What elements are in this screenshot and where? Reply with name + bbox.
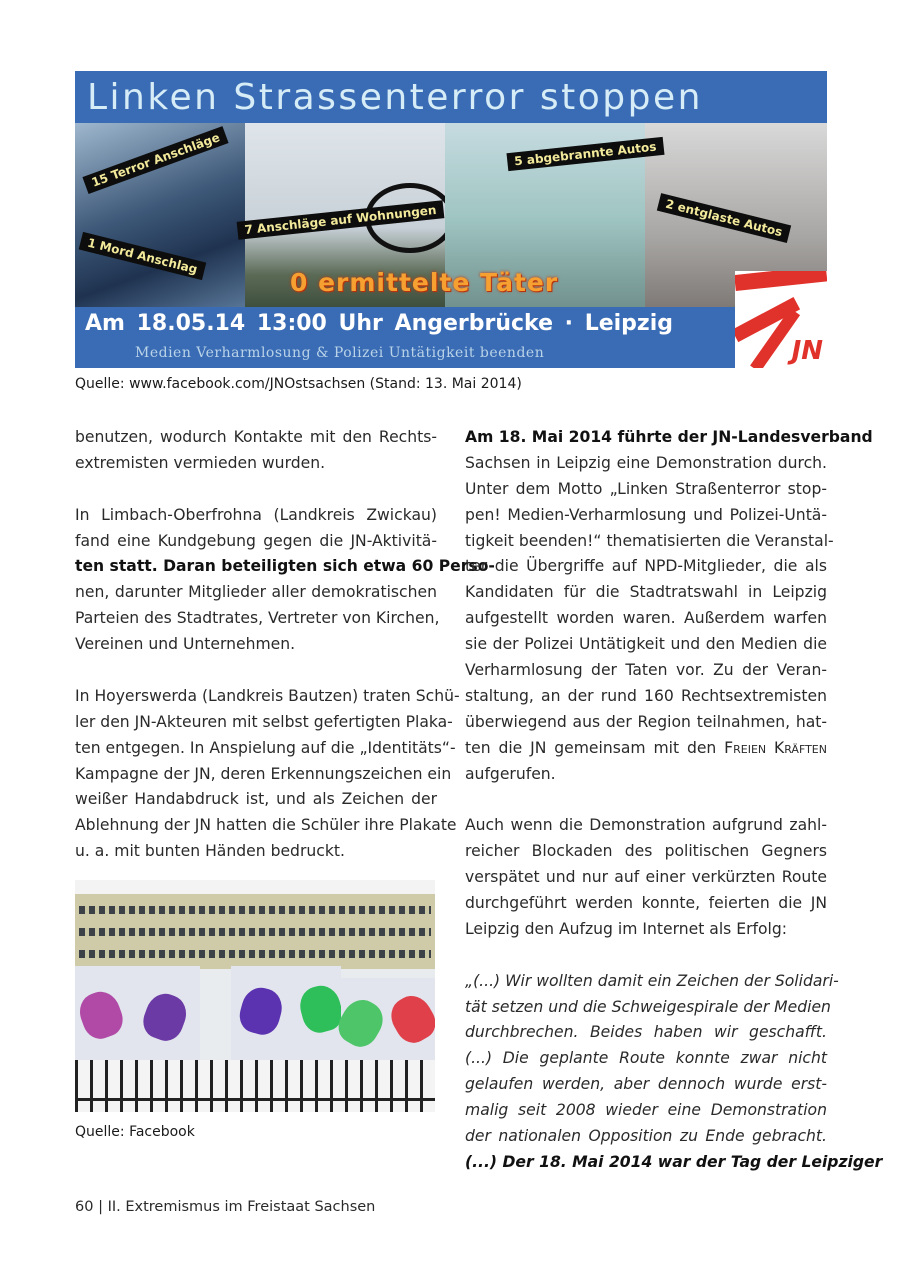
text-line: Auch wenn die Demonstration aufgrund zahl- xyxy=(465,816,827,835)
photo-caption: Quelle: Facebook xyxy=(75,1124,195,1140)
poster-label: 1 Mord Anschlag xyxy=(79,232,206,280)
purple-hand-icon xyxy=(75,987,128,1044)
text-line: In Limbach-Oberfrohna (Landkreis Zwickau) xyxy=(75,505,437,524)
quote-line: malig seit 2008 wieder eine Demonstration xyxy=(465,1101,827,1120)
poster-caption: Quelle: www.facebook.com/JNOstsachsen (Stand: 13. Mai 2014) xyxy=(75,376,522,392)
text-line: u. a. mit bunten Händen bedruckt. xyxy=(75,842,345,861)
text-line: pen! Medien-Verharmlosung und Polizei-Untä- xyxy=(465,505,827,524)
poster-label: 15 Terror Anschläge xyxy=(82,126,229,194)
organization-name: Freien Kräften xyxy=(724,738,827,757)
window-row xyxy=(79,950,431,958)
section-title: II. Extremismus im Freistaat Sachsen xyxy=(107,1199,376,1215)
poster-date-line: Am 18.05.14 13:00 Uhr Angerbrücke · Leipzig xyxy=(85,311,674,336)
quote-block xyxy=(465,969,883,1176)
text-line: ter die Übergriffe auf NPD-Mitglieder, die als xyxy=(465,557,827,576)
paragraph xyxy=(75,425,437,477)
quote-line: (...) Die geplante Route konnte zwar nicht xyxy=(465,1049,827,1068)
fence-bars xyxy=(75,1060,435,1112)
red-hand-icon xyxy=(384,989,435,1049)
text-line: benutzen, wodurch Kontakte mit den Rechts- xyxy=(75,428,437,446)
school-building xyxy=(75,894,435,969)
fence xyxy=(75,1060,435,1112)
text-line: Am 18. Mai 2014 führte der JN-Landesverband xyxy=(465,428,873,446)
poster-label: 7 Anschläge auf Wohnungen xyxy=(237,200,445,240)
quote-line: der nationalen Opposition zu Ende gebracht. xyxy=(465,1127,827,1146)
page-footer xyxy=(75,1199,375,1215)
left-column xyxy=(75,425,495,865)
text-line: tigkeit beenden!“ thematisierten die Veranstal- xyxy=(465,531,834,550)
text-line xyxy=(465,736,827,762)
paragraph xyxy=(75,684,460,865)
window-row xyxy=(79,928,431,936)
quote-line: (...) Der 18. Mai 2014 war der Tag der Leipziger xyxy=(465,1152,883,1171)
quote-line: gelaufen werden, aber dennoch wurde erst- xyxy=(465,1075,827,1094)
violet-hand-icon xyxy=(236,984,287,1039)
paragraph xyxy=(465,813,827,942)
text-line: Kampagne der JN, deren Erkennungszeichen ein xyxy=(75,764,452,783)
poster-headline: 0 ermittelte Täter xyxy=(290,268,559,297)
text-line: überwiegend aus der Region teilnahmen, hat- xyxy=(465,712,827,731)
banner xyxy=(231,966,341,1062)
text-line: Verharmlosung der Taten vor. Zu der Veran- xyxy=(465,661,827,680)
logo-stripe xyxy=(735,271,827,291)
text-line: staltung, an der rund 160 Rechtsextremisten xyxy=(465,686,827,705)
text-line: nen, darunter Mitglieder aller demokratischen xyxy=(75,583,437,602)
jn-logo xyxy=(735,271,827,368)
text-line: Unter dem Motto „Linken Straßenterror stop- xyxy=(465,479,827,498)
quote-line: durchbrechen. Beides haben wir geschafft. xyxy=(465,1023,827,1042)
text-line: Sachsen in Leipzig eine Demonstration durch. xyxy=(465,453,827,472)
text-line: fand eine Kundgebung gegen die JN-Aktivitä- xyxy=(75,531,437,550)
text-fragment: ten die JN gemeinsam mit den xyxy=(465,738,725,757)
text-line: ler den JN-Akteuren mit selbst gefertigten Plaka- xyxy=(75,712,453,731)
text-line: aufgerufen. xyxy=(465,764,556,783)
fence-rail xyxy=(75,1098,435,1101)
page-number: 60 xyxy=(75,1199,94,1215)
poster-label: 5 abgebrannte Autos xyxy=(506,137,664,171)
text-line: Ablehnung der JN hatten die Schüler ihre Plakate xyxy=(75,816,457,835)
jn-logo-text: JN xyxy=(791,336,823,366)
text-line: ten statt. Daran beteiligten sich etwa 60 Perso- xyxy=(75,557,495,576)
paragraph xyxy=(75,503,495,658)
green-hand-icon xyxy=(332,993,390,1053)
hands-poster-photo xyxy=(75,880,435,1112)
text-line: reicher Blockaden des politischen Gegners xyxy=(465,842,827,861)
poster-subline: Medien Verharmlosung & Polizei Untätigkeit beenden xyxy=(135,345,545,361)
poster-title: Linken Strassenterror stoppen xyxy=(87,77,703,118)
quote-line: tät setzen und die Schweigespirale der Medien xyxy=(465,997,831,1016)
text-line: Parteien des Stadtrates, Vertreter von Kirchen, xyxy=(75,609,440,628)
text-line: weißer Handabdruck ist, und als Zeichen der xyxy=(75,790,437,809)
paragraph xyxy=(465,425,873,787)
text-line: verspätet und nur auf einer verkürzten Route xyxy=(465,868,827,887)
text-line: Kandidaten für die Stadtratswahl in Leipzig xyxy=(465,583,827,602)
text-line: Leipzig den Aufzug im Internet als Erfolg: xyxy=(465,919,788,938)
text-line: durchgeführt werden konnte, feierten die JN xyxy=(465,894,827,913)
text-line: aufgestellt worden waren. Außerdem warfen xyxy=(465,609,827,628)
poster-label: 2 entglaste Autos xyxy=(657,193,791,243)
window-row xyxy=(79,906,431,914)
banner xyxy=(75,966,200,1062)
violet-hand-icon xyxy=(138,989,191,1046)
text-line: ten entgegen. In Anspielung auf die „Identitäts“- xyxy=(75,738,456,757)
poster-image xyxy=(75,71,827,368)
text-line: In Hoyerswerda (Landkreis Bautzen) traten Schü- xyxy=(75,686,460,705)
text-line: Vereinen und Unternehmen. xyxy=(75,635,296,654)
text-line: extremisten vermieden wurden. xyxy=(75,453,326,472)
text-line: sie der Polizei Untätigkeit und den Medien die xyxy=(465,635,827,654)
right-column xyxy=(465,425,883,1176)
footer-separator: | xyxy=(98,1199,103,1215)
quote-line: „(...) Wir wollten damit ein Zeichen der Solidari- xyxy=(465,971,839,990)
